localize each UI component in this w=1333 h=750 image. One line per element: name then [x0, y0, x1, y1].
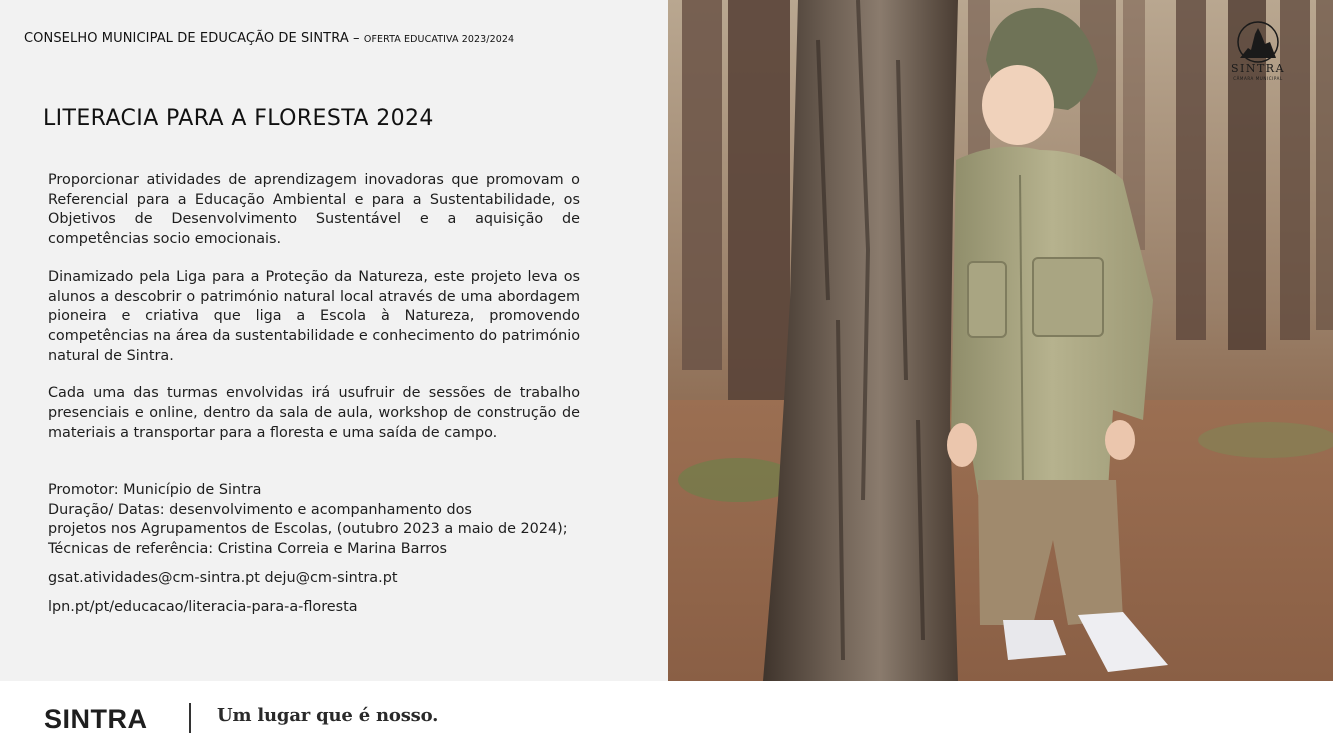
page-title: LITERACIA PARA A FLORESTA 2024 [43, 106, 434, 131]
header-separator: – [348, 31, 364, 46]
paragraph-project: Dinamizado pela Liga para a Proteção da Natureza, este projeto leva os alunos a descobrir o património natural local através de uma abordagem pioneira e criativa que liga a Escola à Natureza, promovendo competências na área da sustentabilidade e conhecimento do património natural de Sintra. [48, 268, 580, 364]
header-organization: CONSELHO MUNICIPAL DE EDUCAÇÃO DE SINTRA [24, 31, 349, 46]
paragraph-objectives: Proporcionar atividades de aprendizagem inovadoras que promovam o Referencial para a Educação Ambiental e para a Sustentabilidade, os Objetivos de Desenvolvimento Sustentável e a aquisição de competências socio emocionais. [48, 172, 580, 248]
child-by-tree-illustration [668, 0, 1333, 681]
crest-caption: CÂMARA MUNICIPAL [1233, 76, 1283, 81]
page-header [24, 31, 514, 46]
sintra-crest-logo [1218, 20, 1298, 84]
footer-slogan: Um lugar que é nosso. [217, 705, 439, 726]
header-subtitle: OFERTA EDUCATIVA 2023/2024 [363, 34, 515, 45]
description [48, 171, 580, 443]
text-panel [0, 0, 668, 681]
project-info [48, 481, 580, 617]
footer-bar [0, 681, 1333, 750]
forest-photo [668, 0, 1333, 681]
paragraph-sessions: Cada uma das turmas envolvidas irá usufruir de sessões de trabalho presenciais e online, dentro da sala de aula, workshop de construção de materiais a transportar para a floresta e uma saída de campo. [48, 385, 580, 441]
duration-line-2: projetos nos Agrupamentos de Escolas, (outubro 2023 a maio de 2024); [48, 521, 568, 538]
crest-name: SINTRA [1230, 62, 1286, 75]
footer-divider [189, 703, 191, 733]
email-links[interactable]: gsat.atividades@cm-sintra.pt deju@cm-sintra.pt [48, 569, 398, 586]
footer-brand: SINTRA [44, 704, 148, 734]
promoter-line: Promotor: Município de Sintra [48, 482, 262, 498]
duration-line-1: Duração/ Datas: desenvolvimento e acompanhamento dos [48, 501, 472, 518]
technicians-line: Técnicas de referência: Cristina Correia e Marina Barros [48, 541, 448, 558]
website-link[interactable]: lpn.pt/pt/educacao/literacia-para-a-floresta [48, 598, 358, 615]
castle-icon [1218, 20, 1298, 84]
